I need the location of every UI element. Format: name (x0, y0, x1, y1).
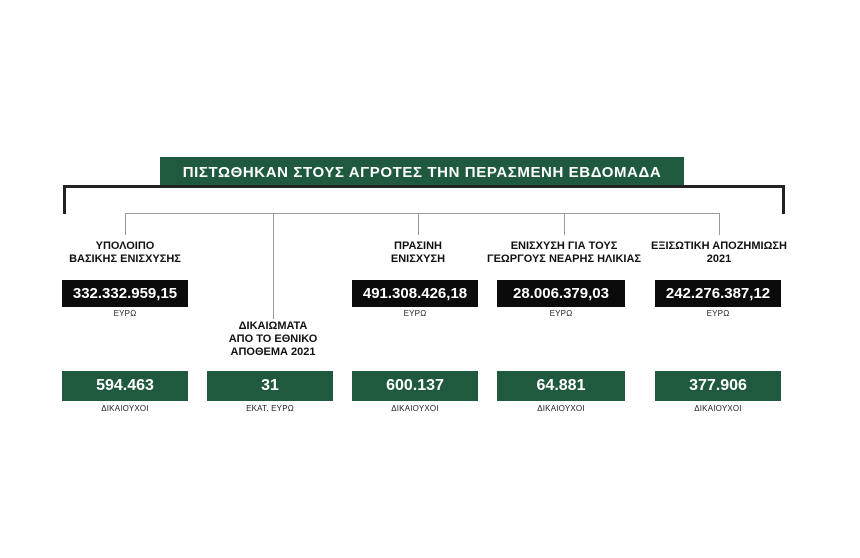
connector-drop-1 (125, 213, 126, 235)
count-young-farmers: 64.881 (497, 371, 625, 401)
count-basic-support: 594.463 (62, 371, 188, 401)
label-green-support: ΠΡΑΣΙΝΗ ΕΝΙΣΧΥΣΗ (390, 240, 446, 265)
amount-unit-young-farmers: ΕΥΡΩ (549, 309, 573, 318)
label-national-reserve: ΔΙΚΑΙΩΜΑΤΑ ΑΠΟ ΤΟ ΕΘΝΙΚΟ ΑΠΟΘΕΜΑ 2021 (228, 320, 318, 358)
count-compensation-2021: 377.906 (655, 371, 781, 401)
connector-drop-4 (564, 213, 565, 235)
amount-young-farmers: 28.006.379,03 (497, 280, 625, 307)
amount-unit-green-support: ΕΥΡΩ (403, 309, 427, 318)
amount-green-support: 491.308.426,18 (352, 280, 478, 307)
label-young-farmers: ΕΝΙΣΧΥΣΗ ΓΙΑ ΤΟΥΣ ΓΕΩΡΓΟΥΣ ΝΕΑΡΗΣ ΗΛΙΚΙΑΣ (486, 240, 641, 265)
count-unit-basic-support: ΔΙΚΑΙΟΥΧΟΙ (101, 404, 149, 413)
label-compensation-2021: ΕΞΙΣΩΤΙΚΗ ΑΠΟΖΗΜΙΩΣΗ 2021 (651, 240, 787, 265)
amount-unit-basic-support: ΕΥΡΩ (113, 309, 137, 318)
count-unit-compensation-2021: ΔΙΚΑΙΟΥΧΟΙ (694, 404, 742, 413)
connector-bar (125, 213, 720, 214)
amount-compensation-2021: 242.276.387,12 (655, 280, 781, 307)
count-unit-national-reserve: ΕΚΑΤ. ΕΥΡΩ (246, 404, 294, 413)
count-national-reserve: 31 (207, 371, 333, 401)
count-green-support: 600.137 (352, 371, 478, 401)
connector-drop-3 (418, 213, 419, 235)
count-unit-young-farmers: ΔΙΚΑΙΟΥΧΟΙ (537, 404, 585, 413)
connector-drop-2 (273, 213, 274, 319)
bracket-top-line (63, 185, 785, 188)
label-basic-support: ΥΠΟΛΟΙΠΟ ΒΑΣΙΚΗΣ ΕΝΙΣΧΥΣΗΣ (69, 240, 181, 265)
bracket-right-leg (782, 185, 785, 214)
amount-basic-support: 332.332.959,15 (62, 280, 188, 307)
connector-drop-5 (719, 213, 720, 235)
count-unit-green-support: ΔΙΚΑΙΟΥΧΟΙ (391, 404, 439, 413)
diagram-title: ΠΙΣΤΩΘΗΚΑΝ ΣΤΟΥΣ ΑΓΡΟΤΕΣ ΤΗΝ ΠΕΡΑΣΜΕΝΗ ΕΒΔΟΜΑΔΑ (160, 157, 684, 188)
bracket-left-leg (63, 185, 66, 214)
amount-unit-compensation-2021: ΕΥΡΩ (706, 309, 730, 318)
